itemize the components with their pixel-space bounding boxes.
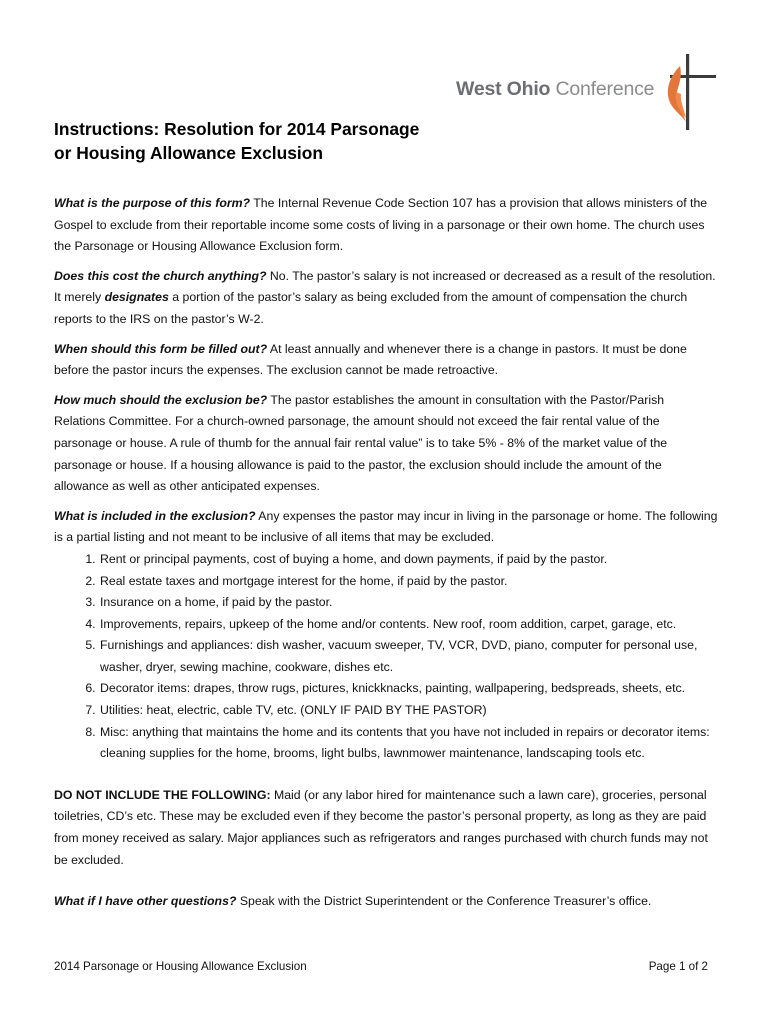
when-paragraph xyxy=(54,339,718,382)
conference-logo xyxy=(456,52,718,132)
how-much-question: How much should the exclusion be? xyxy=(54,392,268,407)
included-paragraph xyxy=(54,506,718,549)
cross-and-flame-icon xyxy=(662,52,718,132)
cost-paragraph xyxy=(54,266,718,331)
list-item: 1. Rent or principal payments, cost of buying a home, and down payments, if paid by the pastor. xyxy=(99,549,718,571)
instructions-body xyxy=(54,193,718,921)
cost-question: Does this cost the church anything? xyxy=(54,268,267,283)
cost-emphasis: designates xyxy=(104,290,169,305)
logo-wordmark xyxy=(456,78,654,101)
exclude-paragraph xyxy=(54,785,718,871)
list-item: 2. Real estate taxes and mortgage interest for the home, if paid by the pastor. xyxy=(99,571,718,593)
list-item: 8. Misc: anything that maintains the home and its contents that you have not included in repairs or decorator items: cleaning supplies for the home, brooms, light bulbs, lawnmower maintenance, landscaping tools etc. xyxy=(99,722,718,765)
cost-answer-part-2: a portion of the pastor’s salary as being excluded from the amount of compensation the church reports to the IRS on the pastor’s W-2. xyxy=(54,290,688,326)
when-answer: At least annually and whenever there is a change in pastors. It must be done before the pastor incurs the expenses. The exclusion cannot be made retroactive. xyxy=(54,341,687,378)
list-item: 7. Utilities: heat, electric, cable TV, etc. (ONLY IF PAID BY THE PASTOR) xyxy=(99,700,718,722)
logo-name-bold: West Ohio xyxy=(456,78,551,100)
questions-paragraph xyxy=(54,891,718,913)
exclude-heading: DO NOT INCLUDE THE FOLLOWING: xyxy=(54,787,271,802)
footer-document-title: 2014 Parsonage or Housing Allowance Exclusion xyxy=(54,960,307,973)
title-line-1: Instructions: Resolution for 2014 Parsonage xyxy=(54,119,420,139)
how-much-answer: The pastor establishes the amount in consultation with the Pastor/Parish Relations Committee. For a church-owned parsonage, the amount should not exceed the fair rental value of the parsonage or house. A rule of thumb for the annual fair rental value” is to take 5% - 8% of the market value of the parsonage or house. If a housing allowance is paid to the pastor, the exclusion should include the amount of the allowance as well as other anticipated expenses. xyxy=(54,392,668,494)
purpose-paragraph xyxy=(54,193,718,258)
how-much-paragraph xyxy=(54,390,718,498)
page-title xyxy=(54,117,419,165)
when-question: When should this form be filled out? xyxy=(54,341,268,356)
included-question: What is included in the exclusion? xyxy=(54,508,256,523)
list-item: 3. Insurance on a home, if paid by the pastor. xyxy=(99,592,718,614)
list-item: 5. Furnishings and appliances: dish washer, vacuum sweeper, TV, VCR, DVD, piano, computer for personal use, washer, dryer, sewing machine, cookware, dishes etc. xyxy=(99,635,718,678)
title-line-2: or Housing Allowance Exclusion xyxy=(54,143,323,163)
questions-answer: Speak with the District Superintendent or the Conference Treasurer’s office. xyxy=(236,894,652,909)
included-items-list xyxy=(54,549,718,765)
exclude-answer: Maid (or any labor hired for maintenance such a lawn care), groceries, personal toiletries, CD’s etc. These may be excluded even if they become the pastor’s personal property, as long as they are paid from money received as salary. Major appliances such as refrigerators and ranges purchased with church funds may not be excluded. xyxy=(54,787,708,867)
list-item: 4. Improvements, repairs, upkeep of the home and/or contents. New roof, room addition, carpet, garage, etc. xyxy=(99,614,718,636)
purpose-answer: The Internal Revenue Code Section 107 has a provision that allows ministers of the Gospel to exclude from their reportable income some costs of living in a parsonage or their own home. The church uses the Parsonage or Housing Allowance Exclusion form. xyxy=(54,196,708,254)
footer-page-number: Page 1 of 2 xyxy=(648,960,708,973)
cross-vertical-bar xyxy=(686,54,689,130)
questions-question: What if I have other questions? xyxy=(54,894,237,909)
included-answer: Any expenses the pastor may incur in living in the parsonage or home. The following is a partial listing and not meant to be inclusive of all items that may be excluded. xyxy=(54,508,718,545)
purpose-question: What is the purpose of this form? xyxy=(54,196,251,210)
cost-answer-part-1: No. The pastor’s salary is not increased or decreased as a result of the resolution. It merely xyxy=(54,268,716,305)
logo-name-light: Conference xyxy=(555,78,655,100)
page-footer xyxy=(54,960,708,973)
list-item: 6. Decorator items: drapes, throw rugs, pictures, knickknacks, painting, wallpapering, bedspreads, sheets, etc. xyxy=(99,678,718,700)
